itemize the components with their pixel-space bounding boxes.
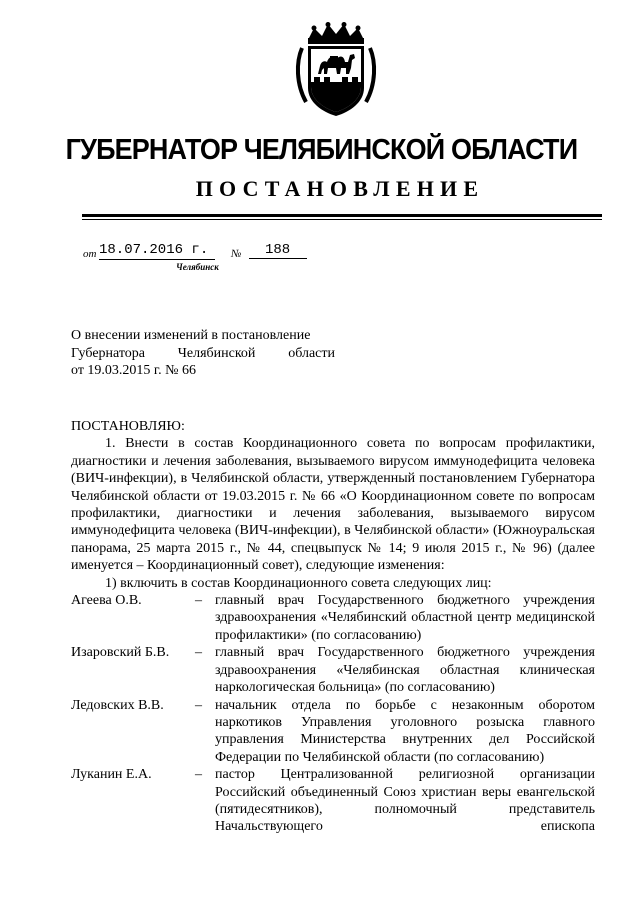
document-date: 18.07.2016 г. [99,241,215,260]
document-body [71,418,595,836]
number-label: № [231,248,242,260]
person-dash: – [195,767,202,783]
organization-title: ГУБЕРНАТОР ЧЕЛЯБИНСКОЙ ОБЛАСТИ [65,134,578,166]
person-position: главный врач Государственного бюджетного учреждения здравоохранения «Челябинская областная клиническая наркологическая больница» (по согласованию) [215,645,595,696]
person-position: пастор Централизованной религиозной организации Российский объединенный Союз христиан веры евангельской (пятидесятников), полномочный представитель Начальствующего епископа [215,767,595,835]
document-number: 188 [249,241,307,259]
person-entry [71,697,595,767]
city-name: Челябинск [176,262,219,272]
person-name: Изаровский Б.В. [71,645,170,661]
chelyabinsk-coat-of-arms-icon [294,22,378,118]
person-dash: – [195,593,202,609]
person-dash: – [195,697,202,713]
paragraph-1: 1. Внести в состав Координационного совета по вопросам профилактики, диагностики и лечения заболевания, вызываемого вирусом иммунодефицита человека (ВИЧ-инфекции), в Челябинской области, утвержденный постановлением Губернатора Челябинской области от 19.03.2015 г. № 66 «О Координационном совете по вопросам профилактики, диагностики и лечения заболевания, вызываемого вирусом иммунодефицита человека (ВИЧ-инфекции), в Челябинской области» (Южноуральская панорама, 25 марта 2015 г., № 44, спецвыпуск № 14; 9 июля 2015 г., № 96) (далее именуется – Координационный совет), следующие изменения: [71,436,595,574]
subitem-1: 1) включить в состав Координационного совета следующих лиц: [105,575,492,591]
date-number-line [83,241,323,263]
subject-line-3: от 19.03.2015 г. № 66 [71,363,196,378]
person-position: главный врач Государственного бюджетного учреждения здравоохранения «Челябинский областной центр медицинской профилактики» (по согласованию) [215,593,595,643]
person-entry [71,644,595,696]
subject-line-1: О внесении изменений в постановление [71,328,311,343]
date-label: от [83,248,97,260]
document-type-title: ПОСТАНОВЛЕНИЕ [195,176,485,201]
person-entry [71,766,595,836]
header-rule-thick [82,214,602,217]
header-rule-thin [82,219,602,220]
person-name: Ледовских В.В. [71,697,164,713]
person-position: начальник отдела по борьбе с незаконным оборотом наркотиков Управления уголовного розыска главного управления Министерства внутренних дел Российской Федерации по Челябинской области (по согласованию) [215,697,595,765]
person-name: Агеева О.В. [71,593,142,609]
person-name: Луканин Е.А. [71,767,152,783]
document-subject [71,327,335,380]
subject-line-2: Губернатора Челябинской области [71,345,335,361]
person-entry [71,592,595,644]
person-dash: – [195,645,202,661]
decree-word: ПОСТАНОВЛЯЮ: [71,419,185,434]
